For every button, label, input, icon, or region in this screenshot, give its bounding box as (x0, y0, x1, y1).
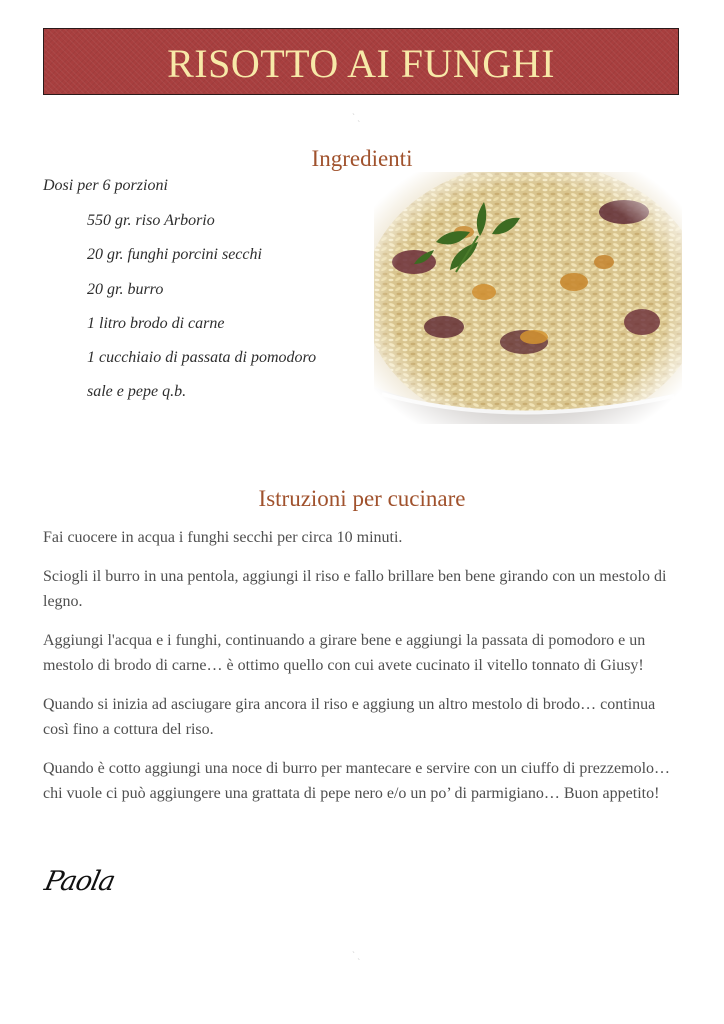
ingredient-item: 550 gr. riso Arborio (87, 212, 215, 229)
ingredients-list (87, 211, 316, 417)
ingredient-item: sale e pepe q.b. (87, 383, 187, 401)
instruction-paragraph: Sciogli il burro in una pentola, aggiungi il riso e fallo brillare ben bene girando con un mestolo di legno. (43, 568, 667, 610)
instructions-heading: Istruzioni per cucinare (258, 486, 466, 511)
page-title: RISOTTO AI FUNGHI (167, 40, 555, 86)
title-banner (43, 28, 679, 95)
ingredient-item: 1 cucchiaio di passata di pomodoro (87, 349, 317, 367)
servings-text: Dosi per 6 porzioni (43, 177, 168, 194)
instruction-paragraph: Quando è cotto aggiungi una noce di burro per mantecare e servire con un ciuffo di prezzemolo… chi vuole ci può aggiungere una grattata di pepe nero e/o un po’ di parmigiano… Buon appetito! (43, 760, 671, 802)
ingredient-item: 1 litro brodo di carne (87, 314, 225, 332)
author-signature: Paola (41, 866, 118, 897)
ingredient-item: 20 gr. burro (87, 280, 164, 298)
instruction-paragraph: Fai cuocere in acqua i funghi secchi per circa 10 minuti. (43, 529, 403, 546)
risotto-dish-photo (374, 172, 682, 424)
instruction-paragraph: Quando si inizia ad asciugare gira ancora il riso e aggiung un altro mestolo di brodo… continua così fino a cottura del riso. (43, 696, 656, 738)
instructions-body (43, 525, 679, 820)
ingredients-heading: Ingredienti (311, 146, 413, 171)
ingredient-item: 20 gr. funghi porcini secchi (87, 246, 262, 264)
decorative-divider-mark: ` ˎ (352, 112, 361, 122)
decorative-footer-mark: ` ˎ (352, 950, 361, 960)
instruction-paragraph: Aggiungi l'acqua e i funghi, continuando a girare bene e aggiungi la passata di pomodoro e un mestolo di brodo di carne… è ottimo quello con cui avete cucinato il vitello tonnato di Giusy! (43, 632, 646, 674)
